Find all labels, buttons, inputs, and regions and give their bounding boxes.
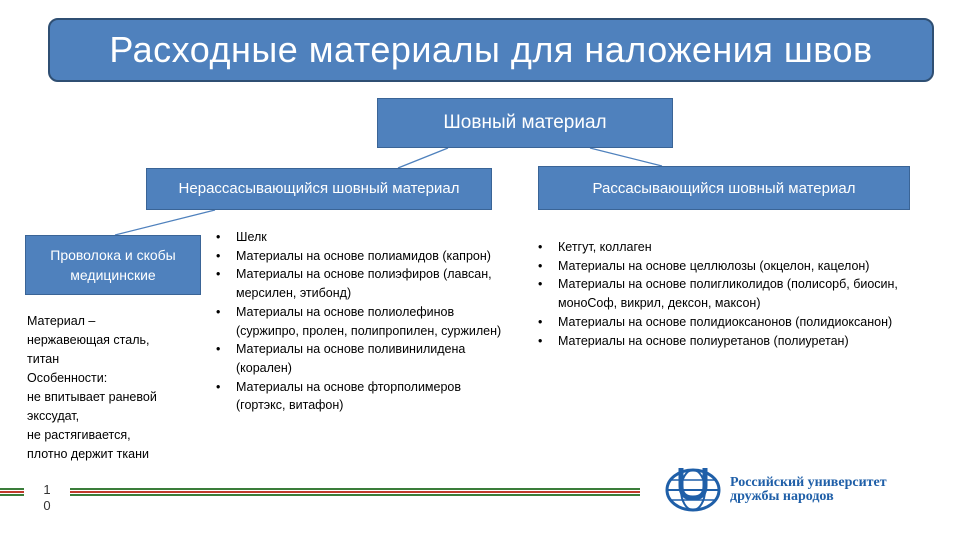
list-item: • Материалы на основе поливинилидена (коралeн) [212,340,502,377]
page-number-digit: 1 [43,482,51,497]
wire-description-line: нержавеющая сталь, [27,333,150,347]
stripe-red [70,491,640,493]
connector-root-to-absorbable [590,148,662,166]
wire-description-line: Особенности: [27,371,108,385]
list-item: • Кетгут, коллаген [534,238,914,257]
list-item: • Материалы на основе полиолефинов (суржипро, пролен, полипропилен, суржилен) [212,303,502,340]
node-absorbable: Рассасывающийся шовный материал [538,166,910,210]
stripe-green-2 [70,494,640,496]
page-number-digit: 0 [43,498,51,513]
wire-description-line: Материал – [27,314,96,328]
node-non-absorbable: Нерассасывающийся шовный материал [146,168,492,210]
stripe-green-left-2 [0,494,24,496]
university-globe-logo-icon [664,464,722,514]
university-name-line2: дружбы народов [730,489,834,504]
non-absorbable-list [212,228,502,415]
stripe-green [70,488,640,490]
list-item: • Материалы на основе полиэфиров (лавсан, мерсилен, этибонд) [212,265,502,302]
connector-root-to-nonabsorbable [398,148,448,168]
node-suture-material: Шовный материал [377,98,673,148]
page-number [40,482,54,514]
list-item: • Материалы на основе полигликолидов (полисорб, биосин, моноСоф, викрил, дексон, максон) [534,275,914,312]
list-item: • Материалы на основе фторполимеров (гортэкс, витафон) [212,378,502,415]
slide-title: Расходные материалы для наложения швов [48,18,934,82]
list-item: • Материалы на основе целлюлозы (окцелон, кацелон) [534,257,914,276]
wire-description-line: экссудат, [27,409,80,423]
university-name [730,476,887,504]
connector-nonabsorbable-to-wire [115,210,215,235]
wire-description-line: не растягивается, [27,428,131,442]
list-item: • Материалы на основе полиуретанов (полиуретан) [534,332,914,351]
wire-description-line: титан [27,352,60,366]
list-item: • Шелк [212,228,502,247]
absorbable-list [534,238,914,350]
stripe-red-left [0,491,24,493]
node-wire-staples: Проволока и скобы медицинские [25,235,201,295]
stripe-green-left [0,488,24,490]
list-item: • Материалы на основе полидиоксанонов (полидиоксанон) [534,313,914,332]
university-name-line1: Российский университет [730,475,887,490]
wire-description-line: не впитывает раневой [27,390,157,404]
wire-description [27,312,207,464]
list-item: • Материалы на основе полиамидов (капрон) [212,247,502,266]
wire-description-line: плотно держит ткани [27,447,149,461]
